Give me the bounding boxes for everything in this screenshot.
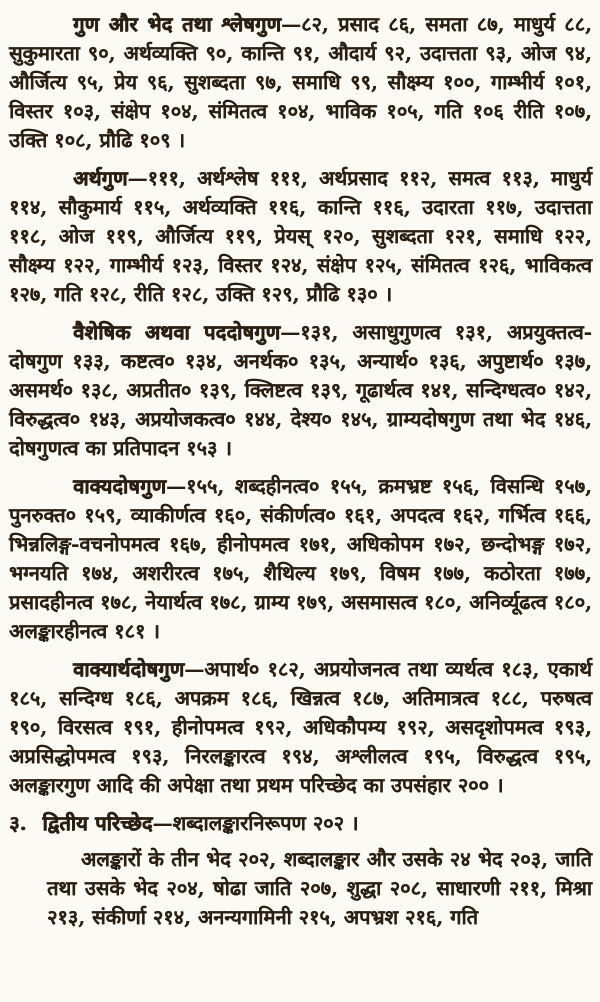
entry-lead: वाक्यदोषगुण xyxy=(73,474,167,498)
chapter-title: द्वितीय परिच्छेद xyxy=(42,811,153,835)
entry-lead: गुण और भेद तथा श्लेषगुण xyxy=(73,12,282,36)
toc-entry-padadoshaguna xyxy=(9,318,592,463)
chapter-number: ३. xyxy=(9,811,27,835)
entry-text: —अपार्थ० १८२, अप्रयोजनत्व तथा व्यर्थत्व १८३, एकार्थ १८५, सन्दिग्ध १८६, अपक्रम १८६, खिन्नत्व १८७, अतिमात्रत्व १८८, परुषत्व १९०, विरसत्व १९१, हीनोपमत्व १९२, अधिकौपम्य १९२, असदृशोपमत्व १९३, अप्रसिद्धोपमत्व १९३, निरलङ्कारत्व १९४, अश्लीलत्व १९५, विरुद्धत्व १९५, अलङ्कारगुण आदि की अपेक्षा तथा प्रथम परिच्छेद का उपसंहार २०० । xyxy=(9,657,592,797)
entry-text: —१११, अर्थश्लेष १११, अर्थप्रसाद ११२, समत्व ११३, माधुर्य ११४, सौकुमार्य ११५, अर्थव्यक्ति ११६, कान्ति ११६, उदारता ११७, उदात्तता ११८, ओज ११९, और्जित्य ११९, प्रेयस् १२०, सुशब्दता १२१, समाधि १२२, सौक्ष्म्य १२२, गाम्भीर्य १२३, विस्तर १२४, संक्षेप १२५, संमितत्व १२६, भाविकत्व १२७, गति १२८, रीति १२८, उक्ति १२९, प्रौढि १३० । xyxy=(9,166,592,306)
entry-lead: अर्थगुण xyxy=(73,166,128,190)
entry-text: अलङ्कारों के तीन भेद २०२, शब्दालङ्कार और उसके २४ भेद २०३, जाति तथा उसके भेद २०४, षोढा जाति २०७, शुद्धा २०८, साधारणी २११, मिश्रा २१३, संकीर्णा २१४, अनन्यगामिनी २१५, अपभ्रश २१६, गति xyxy=(47,847,592,929)
entry-text: —१५५, शब्दहीनत्व० १५५, क्रमभ्रष्ट १५६, विसन्धि १५७, पुनरुक्त० १५९, व्याकीर्णत्व १६०, संकीर्णत्व० १६१, अपदत्व १६२, गर्भित्व १६६, भिन्नलिङ्ग-वचनोपमत्व १६७, हीनोपमत्व १७१, अधिकोपम १७२, छन्दोभङ्ग १७२, भग्नयति १७४, अशरीरत्व १७५, शैथिल्य १७९, विषम १७७, कठोरता १७७, प्रसादहीनत्व १७८, नेयार्थत्व १७८, ग्राम्य १७९, असमासत्व १८०, अनिर्व्यूढत्व १८०, अलङ्कारहीनत्व १८१ । xyxy=(9,474,592,643)
entry-text: —८२, प्रसाद ८६, समता ८७, माधुर्य ८८, सुकुमारता ९०, अर्थव्यक्ति ९०, कान्ति ९१, औदार्य ९२, उदात्तता ९३, ओज ९४, और्जित्य ९५, प्रेय ९६, सुशब्दता ९७, समाधि ९९, सौक्ष्म्य १००, गाम्भीर्य १०१, विस्तर १०३, संक्षेप १०४, संमितत्व १०४, भाविक १०५, गति १०६ रीति १०७, उक्ति १०८, प्रौढि १०९ । xyxy=(9,12,592,152)
toc-entry-guna-bheda xyxy=(9,10,592,155)
entry-text: —१३१, असाधुगुणत्व १३१, अप्रयुक्तत्व-दोषगुण १३३, कष्टत्व० १३४, अनर्थक० १३५, अन्यार्थ० १३६, अपुष्टार्थ० १३७, असमर्थ० १३८, अप्रतीत० १३९, क्लिष्टत्व १३९, गूढार्थत्व १४१, सन्दिग्धत्व० १४२, विरुद्धत्व० १४३, अप्रयोजकत्व० १४४, देश्य० १४५, ग्राम्यदोषगुण तथा भेद १४६, दोषगुणत्व का प्रतिपादन १५३ । xyxy=(9,320,592,460)
entry-lead: वैशेषिक अथवा पददोषगुण xyxy=(73,320,281,344)
toc-sub-paragraph xyxy=(47,845,592,932)
toc-entry-arthaguna xyxy=(9,164,592,309)
toc-entry-vakyadoshaguna xyxy=(9,472,592,646)
toc-entry-vakyarthadoshaguna xyxy=(9,655,592,800)
toc-chapter-entry xyxy=(9,809,592,838)
chapter-text: —शब्दालङ्कारनिरूपण २०२ । xyxy=(152,811,359,835)
entry-lead: वाक्यार्थदोषगुण xyxy=(73,657,185,681)
